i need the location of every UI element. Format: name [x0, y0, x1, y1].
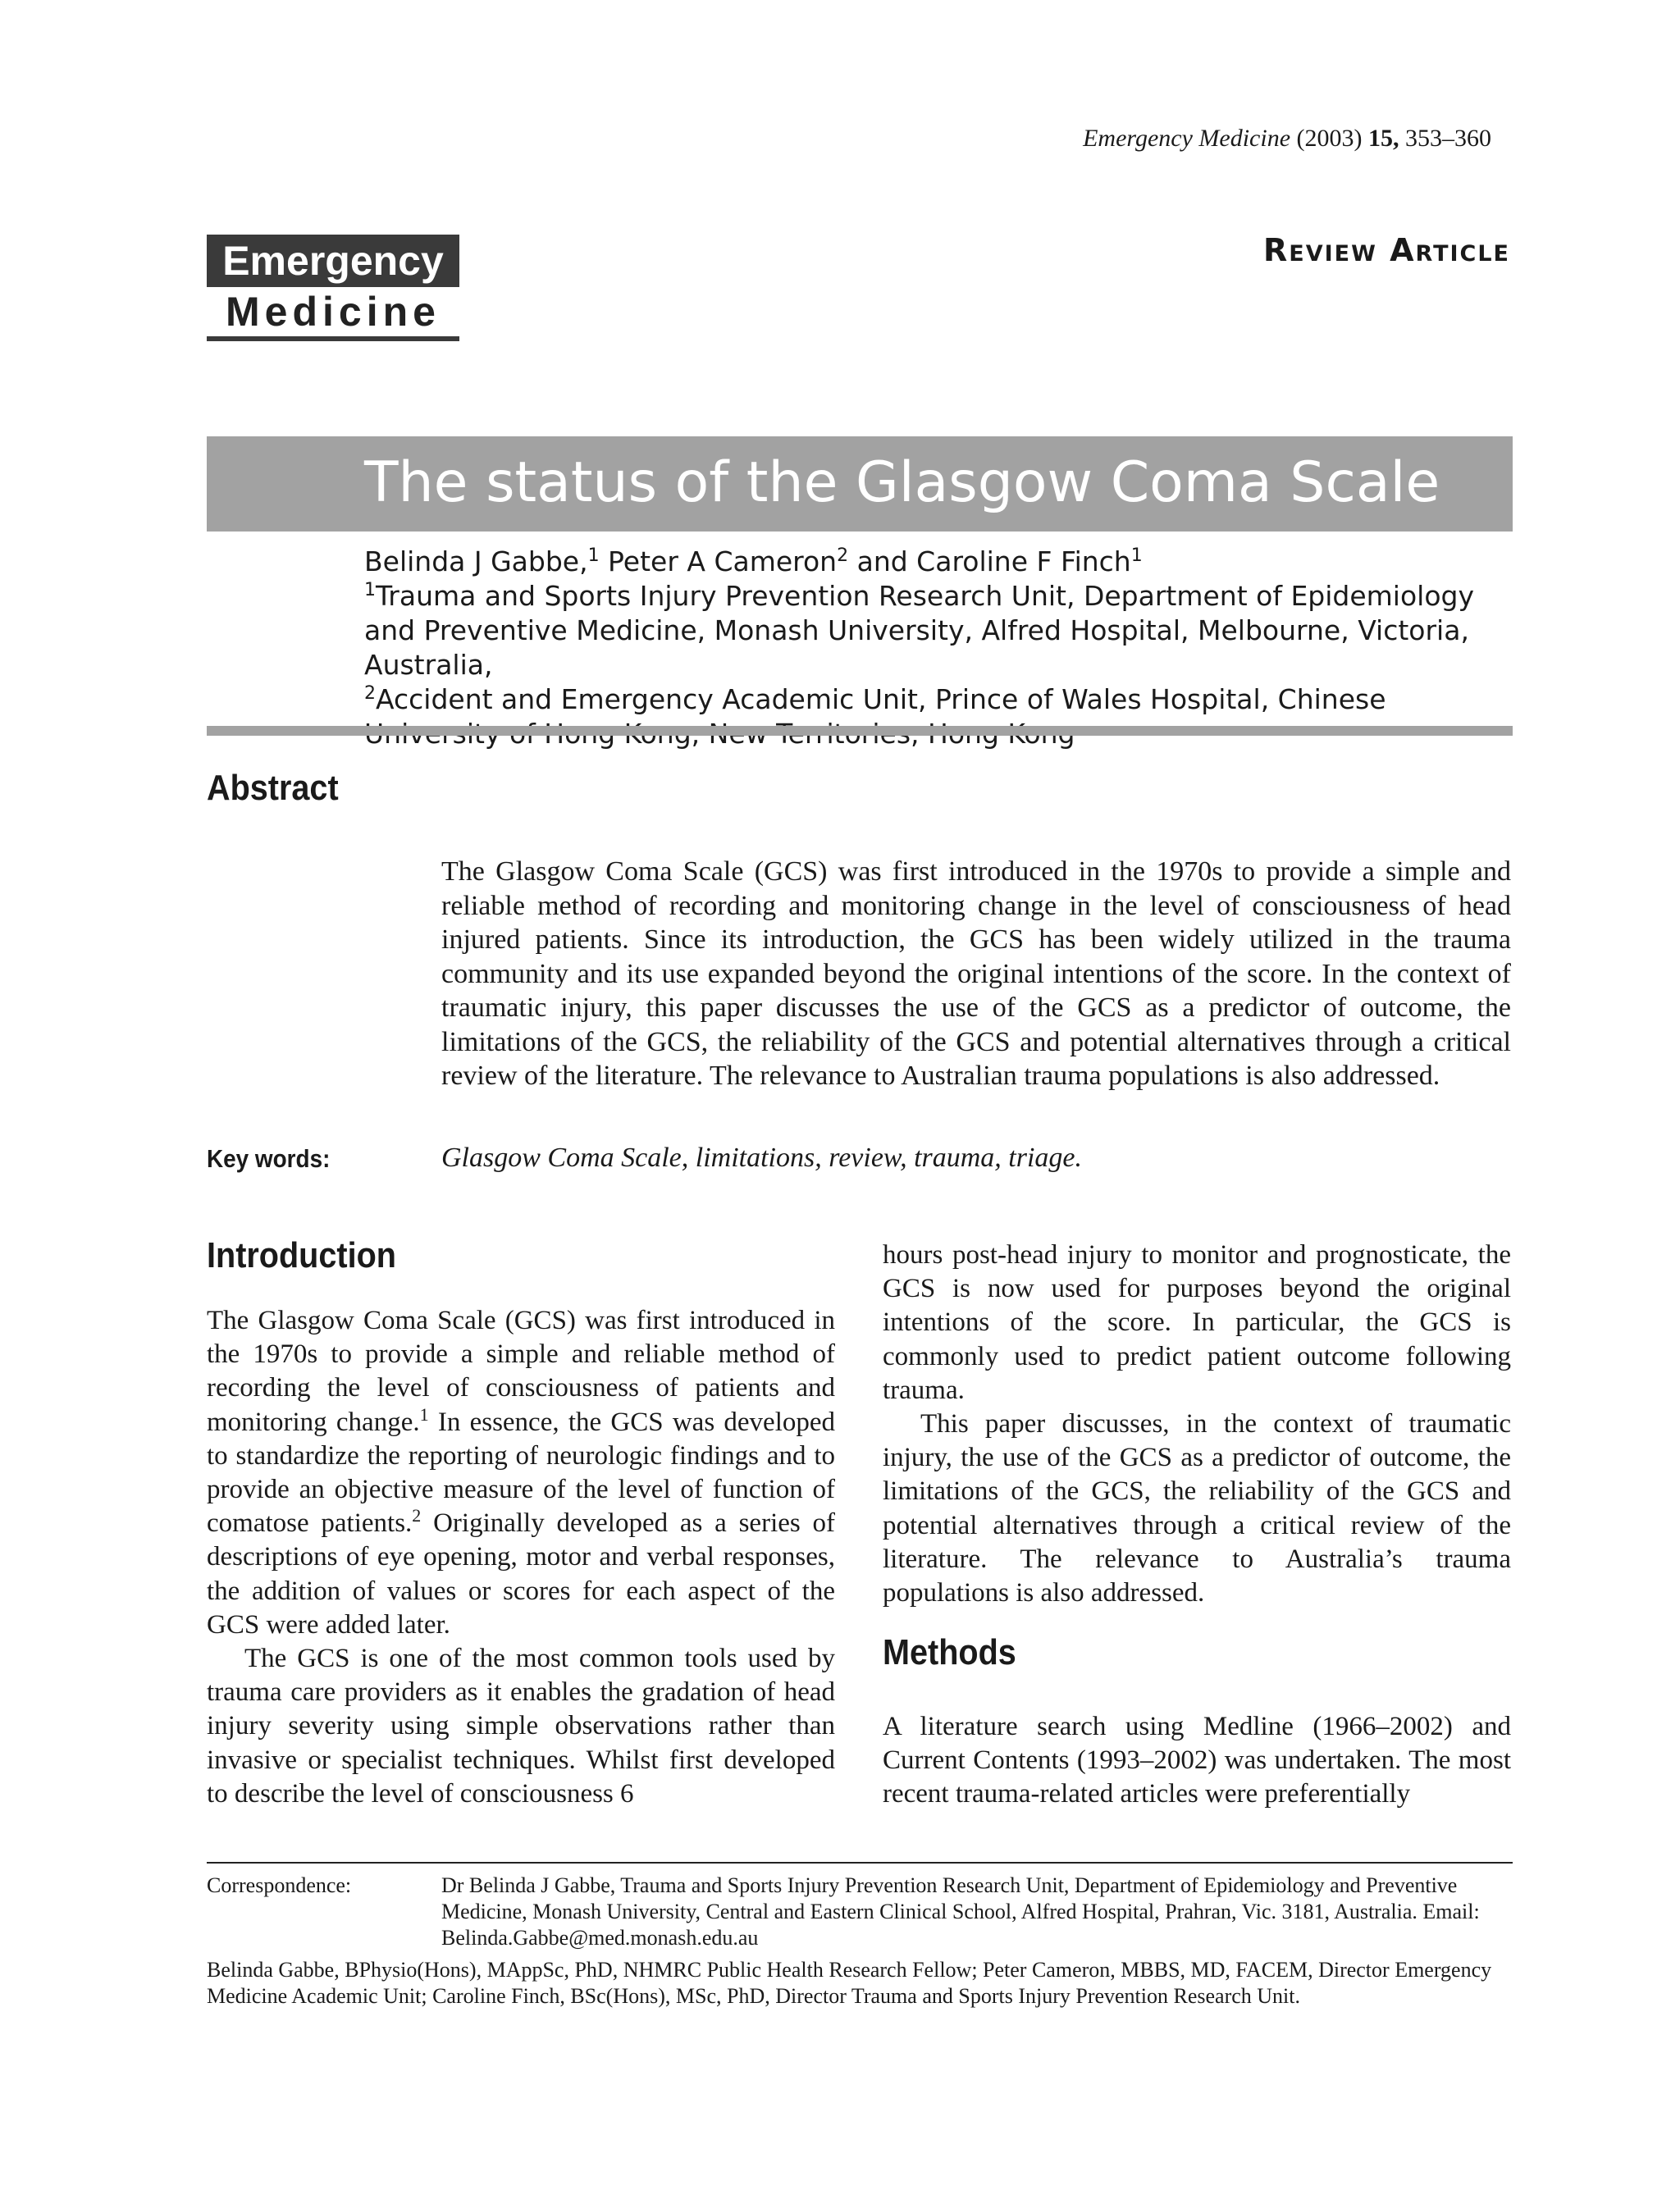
article-title: The status of the Glasgow Coma Scale — [364, 450, 1440, 515]
text-run: The Glasgow Coma Scale (GCS) was first introduced in the 1970s to provide a simple and reliable method of recording the level of consciousness of patients and monitoring change. — [207, 1306, 835, 1437]
affiliation-1 — [364, 579, 1513, 682]
author-credentials-note: Belinda Gabbe, BPhysio(Hons), MAppSc, PhD, NHMRC Public Health Research Fellow; Peter Cameron, MBBS, MD, FACEM, Director Emergency Medicine Academic Unit; Caroline Finch, BSc(Hons), MSc, PhD, Director Trauma and Sports Injury Prevention Research Unit. — [207, 1958, 1492, 2008]
affil-marker: 1 — [587, 545, 600, 566]
introduction-heading: Introduction — [207, 1235, 396, 1275]
correspondence-label: Correspondence: — [207, 1873, 352, 1897]
author-name: and Caroline F Finch — [848, 545, 1131, 577]
right-column-top — [883, 1239, 1511, 1610]
logo-line-1: Emergency — [207, 235, 459, 287]
journal-name: Emergency Medicine — [1083, 125, 1291, 152]
correspondence-text: Dr Belinda J Gabbe, Trauma and Sports Injury Prevention Research Unit, Department of Epidemiology and Preventive Medicine, Monash University, Central and Eastern Clinical School, Alfred Hospital, Prahran, Vic. 3181, Australia. Email: Belinda.Gabbe@med.monash.edu.au — [441, 1873, 1480, 1950]
left-column — [207, 1304, 835, 1811]
affil-marker: 2 — [837, 545, 849, 566]
logo-underline — [207, 336, 459, 341]
affiliation-text: Trauma and Sports Injury Prevention Research Unit, Department of Epidemiology and Preventive Medicine, Monash University, Alfred Hospital, Melbourne, Victoria, Australia, — [364, 580, 1474, 681]
header-divider — [207, 726, 1513, 736]
journal-volume: 15, — [1368, 125, 1399, 152]
article-type: Review Article — [1262, 232, 1510, 268]
author-name: Peter A Cameron — [599, 545, 838, 577]
journal-pages: 353–360 — [1405, 125, 1491, 152]
methods-heading: Methods — [883, 1632, 1016, 1672]
logo-line-2: Medicine — [226, 289, 441, 335]
journal-logo — [207, 235, 459, 343]
paragraph: A literature search using Medline (1966–2002) and Current Contents (1993–2002) was undertaken. The most recent trauma-related articles were preferentially — [883, 1712, 1511, 1809]
author-affiliations — [364, 545, 1513, 751]
text-run: Originally developed as a series of descriptions of eye opening, motor and verbal responses, the addition of values or scores for each aspect of the GCS were added later. — [207, 1508, 835, 1640]
journal-reference — [1083, 125, 1491, 153]
title-banner — [207, 436, 1513, 532]
abstract-text: The Glasgow Coma Scale (GCS) was first introduced in the 1970s to provide a simple and reliable method of recording and monitoring change in the level of consciousness of head injured patients. Since its introduction, the GCS has been widely utilized in the trauma community and its use expanded beyond the original intentions of the score. In the context of traumatic injury, this paper discusses the use of the GCS as a predictor of outcome, the limitations of the GCS, the reliability of the GCS and potential alternatives through a critical review of the literature. The relevance to Australian trauma populations is also addressed. — [441, 856, 1511, 1091]
affil-marker: 1 — [1130, 545, 1143, 566]
affil-marker: 1 — [364, 580, 376, 600]
paragraph-continued: hours post-head injury to monitor and prognosticate, the GCS is now used for purposes beyond the original intentions of the score. In particular, the GCS is commonly used to predict patient outcome following trauma. — [883, 1240, 1511, 1405]
paragraph: This paper discusses, in the context of traumatic injury, the use of the GCS as a predictor of outcome, the limitations of the GCS, the reliability of the GCS and potential alternatives through a critical review of the literature. The relevance to Australia’s trauma populations is also addressed. — [883, 1409, 1511, 1608]
right-column-bottom — [883, 1710, 1511, 1812]
affil-marker: 2 — [364, 683, 376, 704]
paragraph — [207, 1304, 835, 1642]
affiliation-text: Accident and Emergency Academic Unit, Prince of Wales Hospital, Chinese — [376, 683, 1386, 715]
citation-marker: 2 — [412, 1505, 422, 1526]
journal-year: (2003) — [1296, 125, 1363, 152]
keywords-label: Key words: — [207, 1144, 331, 1173]
footer-divider — [207, 1862, 1513, 1864]
author-name: Belinda J Gabbe, — [364, 545, 588, 577]
citation-marker: 1 — [419, 1403, 429, 1425]
text-run: In essence, the GCS was developed to standardize the reporting of neurologic findings and to provide an objective measure of the level of function of comatose patients. — [207, 1407, 836, 1539]
affiliation-2 — [364, 682, 1513, 751]
paragraph: The GCS is one of the most common tools used by trauma care providers as it enables the gradation of head injury severity using simple observations rather than invasive or specialist techniques. Whilst first developed to describe the level of consciousness 6 — [207, 1644, 835, 1809]
keywords-text: Glasgow Coma Scale, limitations, review, trauma, triage. — [441, 1143, 1083, 1173]
abstract-heading: Abstract — [207, 768, 339, 808]
author-list — [364, 545, 1513, 579]
